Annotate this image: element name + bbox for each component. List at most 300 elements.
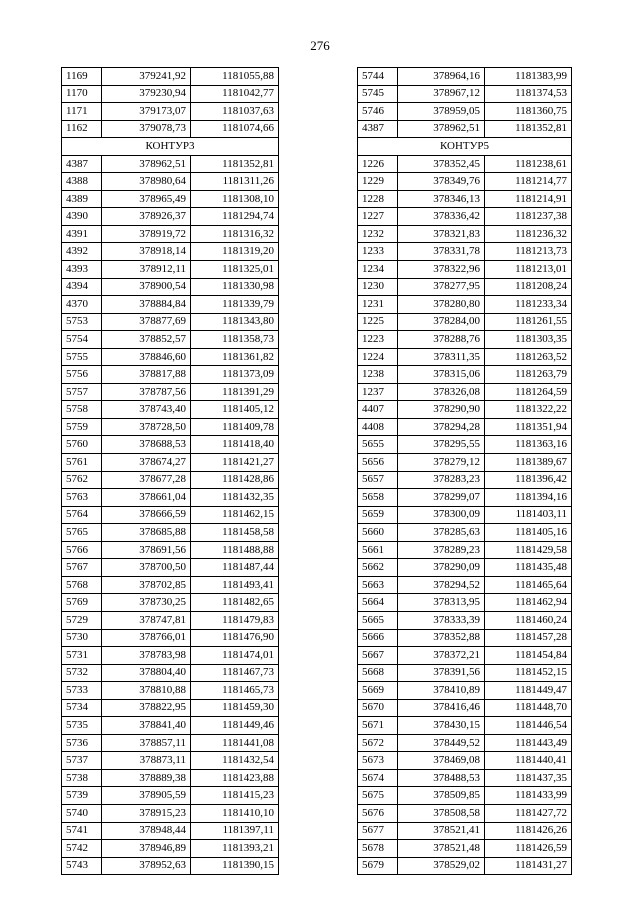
- y-coordinate-cell: 1181319,20: [191, 243, 279, 261]
- point-number-cell: 5769: [62, 594, 102, 612]
- table-body: [358, 68, 572, 875]
- y-coordinate-cell: 1181465,73: [191, 682, 279, 700]
- table-row: [62, 857, 279, 875]
- table-row: [62, 208, 279, 226]
- x-coordinate-cell: 378674,27: [102, 454, 191, 472]
- y-coordinate-cell: 1181397,11: [191, 822, 279, 840]
- table-row: [358, 366, 572, 384]
- table-row: [62, 401, 279, 419]
- point-number-cell: 1171: [62, 103, 102, 121]
- point-number-cell: 5738: [62, 769, 102, 787]
- x-coordinate-cell: 378311,35: [398, 348, 485, 366]
- y-coordinate-cell: 1181393,21: [191, 840, 279, 858]
- table-row: [358, 787, 572, 805]
- y-coordinate-cell: 1181394,16: [485, 489, 572, 507]
- table-row: [62, 243, 279, 261]
- point-number-cell: 5677: [358, 822, 398, 840]
- table-row: [62, 822, 279, 840]
- point-number-cell: 4391: [62, 225, 102, 243]
- table-row: [358, 454, 572, 472]
- x-coordinate-cell: 378333,39: [398, 611, 485, 629]
- point-number-cell: 1223: [358, 331, 398, 349]
- point-number-cell: 5673: [358, 752, 398, 770]
- point-number-cell: 5658: [358, 489, 398, 507]
- table-row: [62, 804, 279, 822]
- table-row: [62, 717, 279, 735]
- table-row: [62, 103, 279, 121]
- point-number-cell: 5679: [358, 857, 398, 875]
- x-coordinate-cell: 378521,41: [398, 822, 485, 840]
- point-number-cell: 5737: [62, 752, 102, 770]
- table-row: [358, 857, 572, 875]
- point-number-cell: 5662: [358, 559, 398, 577]
- point-number-cell: 1170: [62, 85, 102, 103]
- table-row: [358, 506, 572, 524]
- y-coordinate-cell: 1181383,99: [485, 68, 572, 86]
- y-coordinate-cell: 1181325,01: [191, 261, 279, 279]
- table-row: [62, 611, 279, 629]
- y-coordinate-cell: 1181363,16: [485, 436, 572, 454]
- y-coordinate-cell: 1181042,77: [191, 85, 279, 103]
- x-coordinate-cell: 379230,94: [102, 85, 191, 103]
- point-number-cell: 1169: [62, 68, 102, 86]
- x-coordinate-cell: 378980,64: [102, 173, 191, 191]
- x-coordinate-cell: 378300,09: [398, 506, 485, 524]
- table-row: [62, 541, 279, 559]
- y-coordinate-cell: 1181457,28: [485, 629, 572, 647]
- x-coordinate-cell: 378926,37: [102, 208, 191, 226]
- y-coordinate-cell: 1181361,82: [191, 348, 279, 366]
- y-coordinate-cell: 1181214,91: [485, 190, 572, 208]
- table-row: [358, 173, 572, 191]
- point-number-cell: 5760: [62, 436, 102, 454]
- y-coordinate-cell: 1181405,12: [191, 401, 279, 419]
- y-coordinate-cell: 1181390,15: [191, 857, 279, 875]
- y-coordinate-cell: 1181352,81: [485, 120, 572, 138]
- x-coordinate-cell: 378336,42: [398, 208, 485, 226]
- y-coordinate-cell: 1181037,63: [191, 103, 279, 121]
- table-row: [358, 120, 572, 138]
- y-coordinate-cell: 1181454,84: [485, 647, 572, 665]
- x-coordinate-cell: 378284,00: [398, 313, 485, 331]
- table-row: [358, 471, 572, 489]
- table-row: [358, 559, 572, 577]
- x-coordinate-cell: 378915,23: [102, 804, 191, 822]
- y-coordinate-cell: 1181432,35: [191, 489, 279, 507]
- point-number-cell: 5733: [62, 682, 102, 700]
- table-row: [62, 769, 279, 787]
- y-coordinate-cell: 1181446,54: [485, 717, 572, 735]
- table-row: [62, 629, 279, 647]
- y-coordinate-cell: 1181405,16: [485, 524, 572, 542]
- point-number-cell: 5743: [62, 857, 102, 875]
- point-number-cell: 4387: [62, 155, 102, 173]
- x-coordinate-cell: 378416,46: [398, 699, 485, 717]
- point-number-cell: 5661: [358, 541, 398, 559]
- table-row: [62, 594, 279, 612]
- x-coordinate-cell: 378730,25: [102, 594, 191, 612]
- x-coordinate-cell: 378410,89: [398, 682, 485, 700]
- table-row: [62, 418, 279, 436]
- x-coordinate-cell: 378948,44: [102, 822, 191, 840]
- x-coordinate-cell: 378783,98: [102, 647, 191, 665]
- y-coordinate-cell: 1181294,74: [191, 208, 279, 226]
- table-row: [358, 541, 572, 559]
- table-row: [62, 664, 279, 682]
- y-coordinate-cell: 1181460,24: [485, 611, 572, 629]
- x-coordinate-cell: 378877,69: [102, 313, 191, 331]
- table-row: [358, 68, 572, 86]
- y-coordinate-cell: 1181435,48: [485, 559, 572, 577]
- x-coordinate-cell: 378747,81: [102, 611, 191, 629]
- point-number-cell: 5768: [62, 576, 102, 594]
- table-row: [358, 418, 572, 436]
- table-row: [62, 647, 279, 665]
- y-coordinate-cell: 1181352,81: [191, 155, 279, 173]
- x-coordinate-cell: 378919,72: [102, 225, 191, 243]
- table-row: [358, 261, 572, 279]
- point-number-cell: 5767: [62, 559, 102, 577]
- table-row: [62, 699, 279, 717]
- point-number-cell: 5741: [62, 822, 102, 840]
- table-row: [62, 787, 279, 805]
- y-coordinate-cell: 1181330,98: [191, 278, 279, 296]
- point-number-cell: 5739: [62, 787, 102, 805]
- x-coordinate-cell: 378900,54: [102, 278, 191, 296]
- x-coordinate-cell: 378702,85: [102, 576, 191, 594]
- point-number-cell: 1229: [358, 173, 398, 191]
- x-coordinate-cell: 378352,88: [398, 629, 485, 647]
- table-row: [62, 366, 279, 384]
- x-coordinate-cell: 378469,08: [398, 752, 485, 770]
- x-coordinate-cell: 378965,49: [102, 190, 191, 208]
- point-number-cell: 5761: [62, 454, 102, 472]
- y-coordinate-cell: 1181238,61: [485, 155, 572, 173]
- point-number-cell: 5732: [62, 664, 102, 682]
- x-coordinate-cell: 378666,59: [102, 506, 191, 524]
- x-coordinate-cell: 378946,89: [102, 840, 191, 858]
- point-number-cell: 4394: [62, 278, 102, 296]
- x-coordinate-cell: 378841,40: [102, 717, 191, 735]
- table-row: [358, 331, 572, 349]
- x-coordinate-cell: 378289,23: [398, 541, 485, 559]
- y-coordinate-cell: 1181476,90: [191, 629, 279, 647]
- point-number-cell: 5742: [62, 840, 102, 858]
- x-coordinate-cell: 378321,83: [398, 225, 485, 243]
- section-title: КОНТУР3: [62, 138, 279, 156]
- point-number-cell: 5670: [358, 699, 398, 717]
- point-number-cell: 4387: [358, 120, 398, 138]
- y-coordinate-cell: 1181213,01: [485, 261, 572, 279]
- x-coordinate-cell: 378346,13: [398, 190, 485, 208]
- y-coordinate-cell: 1181427,72: [485, 804, 572, 822]
- x-coordinate-cell: 378962,51: [102, 155, 191, 173]
- table-row: [62, 278, 279, 296]
- point-number-cell: 5744: [358, 68, 398, 86]
- y-coordinate-cell: 1181449,46: [191, 717, 279, 735]
- x-coordinate-cell: 378822,95: [102, 699, 191, 717]
- x-coordinate-cell: 378787,56: [102, 383, 191, 401]
- table-row: [62, 313, 279, 331]
- y-coordinate-cell: 1181458,58: [191, 524, 279, 542]
- table-row: [358, 822, 572, 840]
- x-coordinate-cell: 378817,88: [102, 366, 191, 384]
- y-coordinate-cell: 1181431,27: [485, 857, 572, 875]
- point-number-cell: 5676: [358, 804, 398, 822]
- x-coordinate-cell: 378743,40: [102, 401, 191, 419]
- x-coordinate-cell: 378349,76: [398, 173, 485, 191]
- x-coordinate-cell: 378884,84: [102, 296, 191, 314]
- table-row: [358, 103, 572, 121]
- table-row: [358, 278, 572, 296]
- x-coordinate-cell: 378691,56: [102, 541, 191, 559]
- y-coordinate-cell: 1181213,73: [485, 243, 572, 261]
- x-coordinate-cell: 378290,90: [398, 401, 485, 419]
- y-coordinate-cell: 1181452,15: [485, 664, 572, 682]
- table-row: [62, 436, 279, 454]
- x-coordinate-cell: 379173,07: [102, 103, 191, 121]
- table-row: [358, 682, 572, 700]
- table-row: [358, 752, 572, 770]
- x-coordinate-cell: 378857,11: [102, 734, 191, 752]
- x-coordinate-cell: 378912,11: [102, 261, 191, 279]
- point-number-cell: 4389: [62, 190, 102, 208]
- table-row: [62, 454, 279, 472]
- y-coordinate-cell: 1181303,35: [485, 331, 572, 349]
- point-number-cell: 4393: [62, 261, 102, 279]
- y-coordinate-cell: 1181437,35: [485, 769, 572, 787]
- table-row: [62, 68, 279, 86]
- x-coordinate-cell: 378728,50: [102, 418, 191, 436]
- point-number-cell: 5671: [358, 717, 398, 735]
- x-coordinate-cell: 378488,53: [398, 769, 485, 787]
- table-row: [62, 155, 279, 173]
- table-row: [62, 734, 279, 752]
- y-coordinate-cell: 1181236,32: [485, 225, 572, 243]
- point-number-cell: 5740: [62, 804, 102, 822]
- y-coordinate-cell: 1181462,94: [485, 594, 572, 612]
- point-number-cell: 5729: [62, 611, 102, 629]
- point-number-cell: 5655: [358, 436, 398, 454]
- y-coordinate-cell: 1181208,24: [485, 278, 572, 296]
- section-header-row: [358, 138, 572, 156]
- x-coordinate-cell: 378952,63: [102, 857, 191, 875]
- point-number-cell: 5766: [62, 541, 102, 559]
- x-coordinate-cell: 378873,11: [102, 752, 191, 770]
- y-coordinate-cell: 1181441,08: [191, 734, 279, 752]
- y-coordinate-cell: 1181479,83: [191, 611, 279, 629]
- y-coordinate-cell: 1181360,75: [485, 103, 572, 121]
- x-coordinate-cell: 378372,21: [398, 647, 485, 665]
- point-number-cell: 5730: [62, 629, 102, 647]
- point-number-cell: 5657: [358, 471, 398, 489]
- point-number-cell: 5665: [358, 611, 398, 629]
- point-number-cell: 5660: [358, 524, 398, 542]
- x-coordinate-cell: 378391,56: [398, 664, 485, 682]
- point-number-cell: 1224: [358, 348, 398, 366]
- table-row: [358, 401, 572, 419]
- y-coordinate-cell: 1181426,59: [485, 840, 572, 858]
- x-coordinate-cell: 378279,12: [398, 454, 485, 472]
- table-row: [62, 348, 279, 366]
- point-number-cell: 5678: [358, 840, 398, 858]
- y-coordinate-cell: 1181440,41: [485, 752, 572, 770]
- x-coordinate-cell: 378288,76: [398, 331, 485, 349]
- x-coordinate-cell: 378331,78: [398, 243, 485, 261]
- point-number-cell: 1230: [358, 278, 398, 296]
- x-coordinate-cell: 378509,85: [398, 787, 485, 805]
- x-coordinate-cell: 378964,16: [398, 68, 485, 86]
- y-coordinate-cell: 1181389,67: [485, 454, 572, 472]
- point-number-cell: 5745: [358, 85, 398, 103]
- y-coordinate-cell: 1181421,27: [191, 454, 279, 472]
- table-row: [358, 717, 572, 735]
- x-coordinate-cell: 379241,92: [102, 68, 191, 86]
- point-number-cell: 5735: [62, 717, 102, 735]
- point-number-cell: 4388: [62, 173, 102, 191]
- point-number-cell: 4370: [62, 296, 102, 314]
- x-coordinate-cell: 378299,07: [398, 489, 485, 507]
- x-coordinate-cell: 378852,57: [102, 331, 191, 349]
- table-row: [62, 524, 279, 542]
- table-row: [358, 629, 572, 647]
- x-coordinate-cell: 378677,28: [102, 471, 191, 489]
- table-row: [358, 85, 572, 103]
- x-coordinate-cell: 378295,55: [398, 436, 485, 454]
- table-row: [358, 594, 572, 612]
- x-coordinate-cell: 378313,95: [398, 594, 485, 612]
- x-coordinate-cell: 378449,52: [398, 734, 485, 752]
- y-coordinate-cell: 1181448,70: [485, 699, 572, 717]
- x-coordinate-cell: 378294,28: [398, 418, 485, 436]
- y-coordinate-cell: 1181261,55: [485, 313, 572, 331]
- x-coordinate-cell: 378918,14: [102, 243, 191, 261]
- table-row: [358, 647, 572, 665]
- y-coordinate-cell: 1181428,86: [191, 471, 279, 489]
- point-number-cell: 5762: [62, 471, 102, 489]
- y-coordinate-cell: 1181374,53: [485, 85, 572, 103]
- point-number-cell: 5668: [358, 664, 398, 682]
- y-coordinate-cell: 1181488,88: [191, 541, 279, 559]
- point-number-cell: 1226: [358, 155, 398, 173]
- x-coordinate-cell: 378290,09: [398, 559, 485, 577]
- y-coordinate-cell: 1181493,41: [191, 576, 279, 594]
- y-coordinate-cell: 1181351,94: [485, 418, 572, 436]
- y-coordinate-cell: 1181373,09: [191, 366, 279, 384]
- table-row: [358, 576, 572, 594]
- y-coordinate-cell: 1181055,88: [191, 68, 279, 86]
- point-number-cell: 1227: [358, 208, 398, 226]
- table-row: [358, 155, 572, 173]
- section-title: КОНТУР5: [358, 138, 572, 156]
- y-coordinate-cell: 1181233,34: [485, 296, 572, 314]
- table-row: [358, 225, 572, 243]
- x-coordinate-cell: 378846,60: [102, 348, 191, 366]
- point-number-cell: 4408: [358, 418, 398, 436]
- table-row: [62, 261, 279, 279]
- point-number-cell: 1233: [358, 243, 398, 261]
- y-coordinate-cell: 1181432,54: [191, 752, 279, 770]
- table-row: [62, 506, 279, 524]
- table-row: [62, 120, 279, 138]
- y-coordinate-cell: 1181396,42: [485, 471, 572, 489]
- y-coordinate-cell: 1181403,11: [485, 506, 572, 524]
- table-row: [62, 471, 279, 489]
- coordinates-table-left: [61, 67, 279, 875]
- point-number-cell: 5764: [62, 506, 102, 524]
- x-coordinate-cell: 378277,95: [398, 278, 485, 296]
- y-coordinate-cell: 1181418,40: [191, 436, 279, 454]
- x-coordinate-cell: 378962,51: [398, 120, 485, 138]
- x-coordinate-cell: 378283,23: [398, 471, 485, 489]
- table-row: [62, 752, 279, 770]
- point-number-cell: 5756: [62, 366, 102, 384]
- table-row: [358, 296, 572, 314]
- x-coordinate-cell: 378804,40: [102, 664, 191, 682]
- point-number-cell: 5763: [62, 489, 102, 507]
- table-row: [62, 576, 279, 594]
- point-number-cell: 5736: [62, 734, 102, 752]
- y-coordinate-cell: 1181429,58: [485, 541, 572, 559]
- x-coordinate-cell: 378285,63: [398, 524, 485, 542]
- x-coordinate-cell: 378508,58: [398, 804, 485, 822]
- y-coordinate-cell: 1181263,79: [485, 366, 572, 384]
- point-number-cell: 5666: [358, 629, 398, 647]
- x-coordinate-cell: 378766,01: [102, 629, 191, 647]
- x-coordinate-cell: 379078,73: [102, 120, 191, 138]
- y-coordinate-cell: 1181311,26: [191, 173, 279, 191]
- x-coordinate-cell: 378967,12: [398, 85, 485, 103]
- y-coordinate-cell: 1181237,38: [485, 208, 572, 226]
- x-coordinate-cell: 378326,08: [398, 383, 485, 401]
- table-body: [62, 68, 279, 875]
- y-coordinate-cell: 1181214,77: [485, 173, 572, 191]
- point-number-cell: 5663: [358, 576, 398, 594]
- y-coordinate-cell: 1181423,88: [191, 769, 279, 787]
- y-coordinate-cell: 1181308,10: [191, 190, 279, 208]
- table-row: [358, 699, 572, 717]
- y-coordinate-cell: 1181074,66: [191, 120, 279, 138]
- point-number-cell: 4392: [62, 243, 102, 261]
- y-coordinate-cell: 1181449,47: [485, 682, 572, 700]
- table-row: [62, 559, 279, 577]
- y-coordinate-cell: 1181264,59: [485, 383, 572, 401]
- x-coordinate-cell: 378294,52: [398, 576, 485, 594]
- table-row: [358, 208, 572, 226]
- table-row: [358, 313, 572, 331]
- y-coordinate-cell: 1181487,44: [191, 559, 279, 577]
- x-coordinate-cell: 378889,38: [102, 769, 191, 787]
- point-number-cell: 5664: [358, 594, 398, 612]
- table-row: [358, 804, 572, 822]
- table-row: [62, 840, 279, 858]
- y-coordinate-cell: 1181343,80: [191, 313, 279, 331]
- point-number-cell: 5757: [62, 383, 102, 401]
- table-row: [358, 190, 572, 208]
- y-coordinate-cell: 1181433,99: [485, 787, 572, 805]
- y-coordinate-cell: 1181462,15: [191, 506, 279, 524]
- table-row: [62, 190, 279, 208]
- x-coordinate-cell: 378810,88: [102, 682, 191, 700]
- table-row: [358, 611, 572, 629]
- point-number-cell: 4407: [358, 401, 398, 419]
- table-row: [62, 225, 279, 243]
- table-row: [358, 348, 572, 366]
- table-row: [358, 734, 572, 752]
- coordinates-table-right: [357, 67, 572, 875]
- page-number: 276: [310, 38, 330, 53]
- y-coordinate-cell: 1181322,22: [485, 401, 572, 419]
